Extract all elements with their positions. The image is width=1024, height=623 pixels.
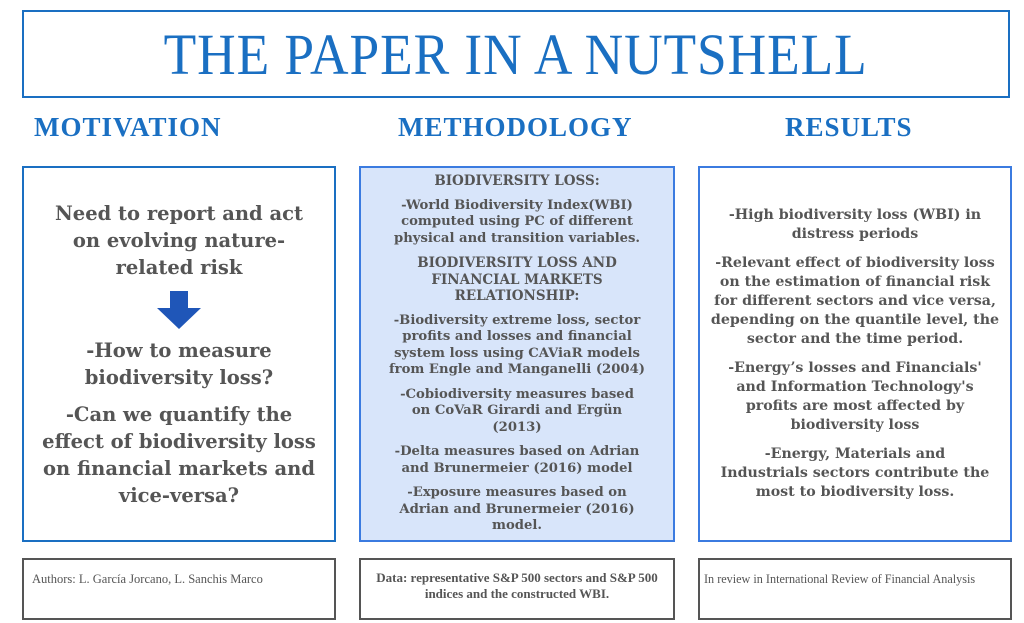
- results-item: -Energy’s losses and Financials' and Information Technology's profits are most affected by biodiversity loss: [728, 360, 982, 433]
- motivation-question: -Can we quantify the effect of biodiversity loss on financial markets and vice-versa?: [42, 402, 316, 507]
- status-box: [698, 558, 1012, 620]
- results-box: [698, 166, 1012, 542]
- methodology-item: -Delta measures based on Adrian and Brunermeier (2016) model: [394, 444, 640, 476]
- methodology-item: -Exposure measures based on Adrian and Brunermeier (2016) model.: [399, 485, 635, 534]
- status-text: In review in International Review of Financial Analysis: [704, 572, 976, 586]
- motivation-box: [22, 166, 336, 542]
- results-heading: RESULTS: [785, 112, 913, 142]
- motivation-question: -How to measure biodiversity loss?: [84, 338, 274, 389]
- authors-text: Authors: L. García Jorcano, L. Sanchis Marco: [32, 572, 263, 586]
- methodology-item: -Biodiversity extreme loss, sector profits and losses and financial system loss using CAViaR models from Engle and Manganelli (2004): [388, 312, 646, 378]
- data-box: [359, 558, 675, 620]
- title-banner: [22, 10, 1010, 98]
- results-item: -Relevant effect of biodiversity loss on the estimation of financial risk for different sectors and vice versa, depending on the quantile level, the sector and the time period.: [710, 255, 1000, 347]
- motivation-heading: MOTIVATION: [34, 112, 222, 142]
- methodology-subheading: BIODIVERSITY LOSS AND FINANCIAL MARKETS RELATIONSHIP:: [417, 255, 617, 305]
- methodology-item: -World Biodiversity Index(WBI) computed using PC of different physical and transition variables.: [393, 197, 641, 246]
- methodology-heading: METHODOLOGY: [398, 112, 633, 142]
- methodology-box: [359, 166, 675, 542]
- results-item: -Energy, Materials and Industrials sectors contribute the most to biodiversity loss.: [720, 446, 990, 500]
- authors-box: [22, 558, 336, 620]
- data-text: Data: representative S&P 500 sectors and S&P 500 indices and the constructed WBI.: [376, 570, 658, 601]
- motivation-intro: Need to report and act on evolving nature-related risk: [54, 201, 303, 279]
- results-item: -High biodiversity loss (WBI) in distress periods: [728, 207, 982, 242]
- arrow-down-icon: [157, 291, 201, 329]
- methodology-item: -Cobiodiversity measures based on CoVaR Girardi and Ergün (2013): [400, 386, 634, 435]
- page-title: THE PAPER IN A NUTSHELL: [163, 21, 869, 87]
- methodology-subheading: BIODIVERSITY LOSS:: [434, 173, 600, 190]
